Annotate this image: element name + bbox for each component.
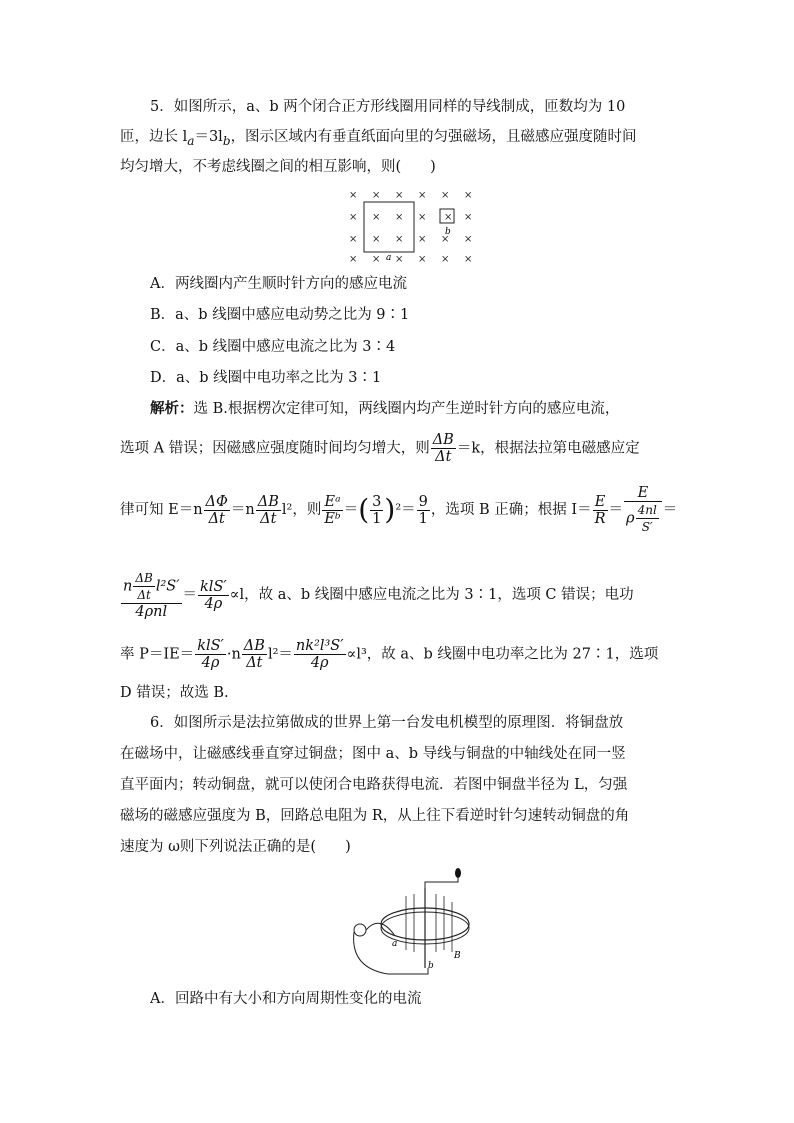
svg-text:×: × — [395, 212, 404, 223]
q5-option-c: C．a、b 线圈中感应电流之比为 3∶4 — [150, 339, 396, 355]
analysis-line4: n $\frac{\Delta B}{\Delta t}$ l²S′ 4ρnl ＝ $\frac{\text{klS′}}{4\rho}$ ∝l，故 a、b 线圈中感应电流之比为 3∶1，选项 C 错误；电功 — [123, 571, 634, 620]
analysis-line3: 律可知 E＝n $\frac{\Delta\Phi}{\Delta t}$ ＝n $\frac{\Delta B}{\Delta t}$ l²，则 $\frac{\text{Eᵃ}}{\text{Eᵇ}}$ ＝( $\frac{3}{1}$ )²＝ $\frac{9}{1}$ ，选项 B 正确；根据 I＝ $\frac{E}{R}$ ＝ E ρ $\frac{4nl}{S'}$ ＝ — [120, 485, 678, 534]
svg-text:×: × — [418, 190, 427, 201]
svg-text:×: × — [372, 190, 381, 201]
svg-text:×: × — [349, 190, 358, 201]
q5-line3: 均匀增大，不考虑线圈之间的相互影响，则( ) — [120, 159, 436, 175]
q5-option-a: A．两线圈内产生顺时针方向的感应电流 — [150, 276, 407, 292]
magnetic-field-figure — [344, 186, 484, 262]
svg-text:×: × — [372, 254, 381, 262]
svg-text:×: × — [395, 254, 404, 262]
svg-text:×: × — [349, 212, 358, 223]
svg-text:×: × — [464, 234, 473, 245]
field-crosses — [349, 190, 472, 262]
svg-text:×: × — [464, 254, 473, 262]
analysis-line5: 率 P＝IE＝ $\frac{\text{klS′}}{4\rho}$ ·n $\frac{\Delta B}{\Delta t}$ l²＝ $\frac{\text{nk²l³S′}}{4\rho}$ ∝l³，故 a、b 线圈中电功率之比为 27∶1，选项 — [120, 638, 659, 671]
q6-line3: 直平面内；转动铜盘，就可以使闭合电路获得电流．若图中铜盘半径为 L，匀强 — [120, 777, 628, 793]
q6-line1: 6．如图所示是法拉第做成的世界上第一台发电机模型的原理图．将铜盘放 — [150, 715, 624, 731]
svg-text:×: × — [441, 254, 450, 262]
svg-text:×: × — [372, 212, 381, 223]
analysis-line1: 解析：选 B.根据楞次定律可知，两线圈内均产生逆时针方向的感应电流， — [150, 400, 620, 417]
svg-text:×: × — [395, 190, 404, 201]
wire-loop — [354, 923, 428, 974]
analysis-line2: 选项 A 错误；因磁感应强度随时间均匀增大，则 $\frac{\Delta B}{\Delta t}$ ＝k，根据法拉第电磁感应定 — [120, 432, 640, 465]
coil-b-label: b — [445, 227, 451, 237]
q6-line2: 在磁场中，让磁感线垂直穿过铜盘；图中 a、b 导线与铜盘的中轴线处在同一竖 — [120, 746, 626, 762]
svg-text:×: × — [418, 254, 427, 262]
coil-a-label: a — [386, 253, 392, 262]
svg-text:×: × — [349, 254, 358, 262]
generator-figure — [340, 868, 480, 980]
svg-text:×: × — [464, 190, 473, 201]
svg-text:×: × — [444, 212, 453, 223]
svg-text:×: × — [418, 234, 427, 245]
svg-text:×: × — [441, 234, 450, 245]
svg-text:×: × — [441, 190, 450, 201]
q5-option-b: B．a、b 线圈中感应电动势之比为 9∶1 — [150, 307, 410, 323]
fig-label-b: b — [428, 961, 434, 971]
fig-label-a: a — [392, 939, 398, 949]
svg-text:×: × — [418, 212, 427, 223]
q6-line5: 速度为 ω则下列说法正确的是( ) — [120, 839, 351, 855]
q5-line2: 匝，边长 $l_a=3l_b$，图示区域内有垂直纸面向里的匀强磁场，且磁感应强度随时间 — [120, 129, 637, 148]
q6-line4: 磁场的磁感应强度为 B，回路总电阻为 R，从上往下看逆时针匀速转动铜盘的角 — [120, 808, 630, 824]
galvanometer-icon — [354, 924, 366, 936]
analysis-line6: D 错误；故选 B. — [120, 685, 229, 701]
svg-text:×: × — [395, 234, 404, 245]
svg-text:×: × — [349, 234, 358, 245]
q5-line1: 5．如图所示，a、b 两个闭合正方形线圈用同样的导线制成，匝数均为 10 — [150, 99, 626, 115]
svg-text:×: × — [464, 212, 473, 223]
fig-label-B: B — [454, 951, 461, 961]
q5-option-d: D．a、b 线圈中电功率之比为 3∶1 — [150, 370, 382, 386]
q6-option-a: A．回路中有大小和方向周期性变化的电流 — [150, 991, 422, 1007]
handle — [425, 876, 458, 888]
svg-text:×: × — [372, 234, 381, 245]
